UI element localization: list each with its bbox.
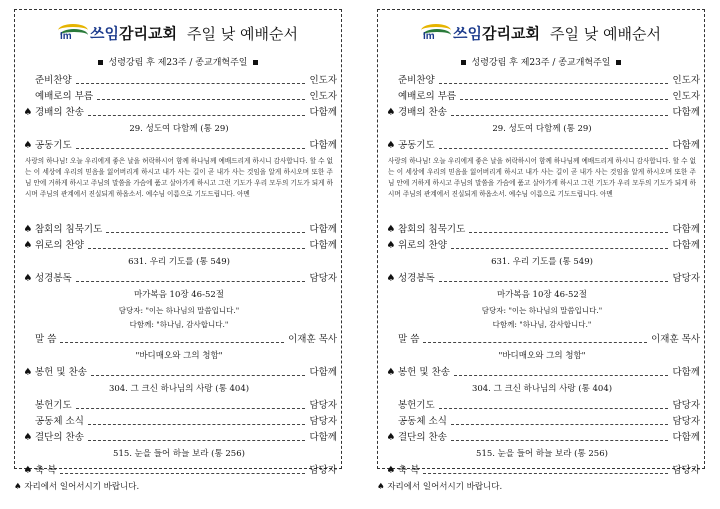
worship-item: [21, 332, 337, 348]
responsive-reading: 담당자: "이는 하나님의 말씀입니다.": [481, 306, 603, 315]
responsive-reading: 다함께: "하나님, 감사합니다.": [492, 320, 592, 329]
spade-icon: ♠: [23, 224, 33, 235]
worship-item: [384, 271, 700, 287]
worship-item: [384, 365, 700, 381]
hymn-or-scripture: 29. 성도여 다함께 (통 29): [492, 124, 592, 134]
dotted-leader: [423, 342, 647, 343]
hymn-or-scripture: 마가복음 10장 46-52절: [134, 290, 224, 300]
dotted-leader: [451, 115, 669, 116]
dotted-leader: [88, 424, 306, 425]
worship-item-leader: 인도자: [672, 91, 700, 102]
worship-item-label: 공동기도: [398, 140, 435, 151]
dotted-leader: [423, 473, 668, 474]
dotted-leader: [451, 440, 669, 441]
common-prayer-text: 사랑의 하나님! 오늘 우리에게 좋은 날을 허락하시어 함께 하나님께 예배드리게 하시니 감사합니다. 할 수 없는 이 세상에 우리의 믿음을 잃어버리게 하시고 내가 사는 길이 곧 내가 사는 것임을 알게 하시오며 또한 주님 안에 거하게 하시고 주님의 말씀을 가슴에 품고 살아가게 하시고 그런 기도가 우리 모두의 기도가 되게 하시며 주님의 관계에서 진실되게 하옵소서. 예수님 이름으로 기도드립니다. 아멘: [25, 157, 333, 198]
worship-item-leader: 담당자: [309, 273, 337, 284]
hymn-or-scripture: 마가복음 10장 46-52절: [497, 290, 587, 300]
worship-item: [21, 398, 337, 414]
spade-icon: ♠: [386, 224, 396, 235]
spade-icon: ♠: [386, 367, 396, 378]
spade-icon: ♠: [23, 367, 33, 378]
bulletin-panel-left: [14, 9, 342, 476]
dotted-leader: [439, 83, 669, 84]
worship-item-label: 위로의 찬양: [398, 240, 447, 251]
worship-item-leader: 담당자: [309, 465, 337, 476]
worship-item-leader: 다함께: [309, 240, 337, 251]
spade-icon: ♠: [23, 140, 33, 151]
worship-item-label: 봉헌기도: [398, 400, 435, 411]
dotted-leader: [76, 408, 306, 409]
worship-item-label: 준비찬양: [398, 75, 435, 86]
dotted-leader: [60, 473, 305, 474]
worship-item-leader: 담당자: [672, 416, 700, 427]
bulletin-panel-right: [377, 9, 705, 476]
spade-icon: ♠: [386, 240, 396, 251]
dotted-leader: [454, 375, 669, 376]
spade-icon: ♠: [23, 273, 33, 284]
hymn-or-scripture: 29. 성도여 다함께 (통 29): [129, 124, 229, 134]
worship-item-leader: 다함께: [309, 140, 337, 151]
worship-item-leader: 이재훈 목사: [288, 334, 337, 345]
worship-item-leader: 담당자: [672, 400, 700, 411]
worship-item-label: 성경봉독: [398, 273, 435, 284]
dotted-leader: [60, 342, 284, 343]
worship-item-label: 봉헌 및 찬송: [398, 367, 450, 378]
worship-item-leader: 다함께: [309, 224, 337, 235]
hymn-or-scripture: "바디매오와 그의 청함": [498, 351, 586, 361]
worship-item: [21, 430, 337, 446]
worship-item: [384, 105, 700, 121]
worship-item: [21, 138, 337, 154]
bulletin-subtitle: 성령강림 후 제23주 / 종교개혁주일: [378, 55, 704, 68]
spade-icon: ♠: [23, 432, 33, 443]
dotted-leader: [91, 375, 306, 376]
worship-item-label: 축 복: [35, 465, 57, 476]
church-logo-icon: Im: [421, 22, 453, 44]
worship-item-leader: 인도자: [309, 91, 337, 102]
worship-item: [21, 365, 337, 381]
worship-item: [384, 238, 700, 254]
worship-item-leader: 다함께: [672, 224, 700, 235]
dotted-leader: [76, 83, 306, 84]
worship-item-label: 공동기도: [35, 140, 72, 151]
worship-item-label: 참회의 침묵기도: [398, 224, 466, 235]
hymn-or-scripture: 304. 그 크신 하나님의 사랑 (통 404): [108, 384, 250, 394]
dotted-leader: [76, 148, 306, 149]
hymn-or-scripture: "바디매오와 그의 청함": [135, 351, 223, 361]
worship-item-leader: 다함께: [672, 240, 700, 251]
worship-item: [384, 89, 700, 105]
dotted-leader: [88, 115, 306, 116]
worship-item: [21, 73, 337, 89]
church-logo-icon: Im: [58, 22, 90, 44]
worship-item-label: 봉헌 및 찬송: [35, 367, 87, 378]
worship-item-leader: 다함께: [309, 367, 337, 378]
bulletin-title: 주일 낮 예배순서: [549, 24, 661, 43]
order-of-worship: [384, 73, 700, 479]
dotted-leader: [460, 99, 668, 100]
church-name: 쓰임감리교회: [453, 24, 540, 43]
worship-item: [21, 105, 337, 121]
worship-item-label: 봉헌기도: [35, 400, 72, 411]
worship-item: [384, 332, 700, 348]
worship-item-label: 결단의 찬송: [35, 432, 84, 443]
worship-item: [384, 222, 700, 238]
worship-item-label: 위로의 찬양: [35, 240, 84, 251]
dotted-leader: [106, 232, 305, 233]
bulletin-header: [378, 22, 704, 52]
worship-item: [21, 463, 337, 479]
worship-item-label: 결단의 찬송: [398, 432, 447, 443]
footer-note: ♠ 자리에서 일어서시기 바랍니다.: [14, 482, 140, 492]
worship-item: [384, 430, 700, 446]
bulletin-title: 주일 낮 예배순서: [186, 24, 298, 43]
worship-item: [384, 138, 700, 154]
worship-item-leader: 담당자: [672, 273, 700, 284]
worship-item-label: 성경봉독: [35, 273, 72, 284]
worship-item: [384, 463, 700, 479]
dotted-leader: [439, 148, 669, 149]
worship-item: [384, 398, 700, 414]
worship-item-leader: 담당자: [309, 400, 337, 411]
dotted-leader: [76, 281, 306, 282]
worship-item-leader: 다함께: [309, 107, 337, 118]
hymn-or-scripture: 304. 그 크신 하나님의 사랑 (통 404): [471, 384, 613, 394]
dotted-leader: [469, 232, 668, 233]
worship-item-label: 말 씀: [398, 334, 420, 345]
dotted-leader: [439, 408, 669, 409]
worship-item-label: 예배로의 부름: [35, 91, 94, 102]
worship-item-leader: 이재훈 목사: [651, 334, 700, 345]
worship-item-leader: 다함께: [672, 107, 700, 118]
hymn-or-scripture: 515. 눈을 들어 하늘 보라 (통 256): [113, 449, 245, 459]
spade-icon: ♠: [386, 465, 396, 476]
worship-item-leader: 인도자: [309, 75, 337, 86]
dotted-leader: [451, 424, 669, 425]
worship-item-leader: 담당자: [672, 465, 700, 476]
hymn-or-scripture: 631. 우리 기도를 (통 549): [128, 257, 230, 267]
worship-item-label: 준비찬양: [35, 75, 72, 86]
common-prayer-text: 사랑의 하나님! 오늘 우리에게 좋은 날을 허락하시어 함께 하나님께 예배드리게 하시니 감사합니다. 할 수 없는 이 세상에 우리의 믿음을 잃어버리게 하시고 내가 사는 길이 곧 내가 사는 것임을 알게 하시오며 또한 주님 안에 거하게 하시고 주님의 말씀을 가슴에 품고 살아가게 하시고 그런 기도가 우리 모두의 기도가 되게 하시며 주님의 관계에서 진실되게 하옵소서. 예수님 이름으로 기도드립니다. 아멘: [388, 157, 696, 198]
spade-icon: ♠: [23, 240, 33, 251]
church-name: 쓰임감리교회: [90, 24, 177, 43]
worship-item: [21, 238, 337, 254]
worship-item-leader: 다함께: [672, 140, 700, 151]
worship-item: [21, 89, 337, 105]
worship-item-leader: 다함께: [309, 432, 337, 443]
worship-item: [21, 271, 337, 287]
worship-item-label: 경배의 찬송: [398, 107, 447, 118]
spade-icon: ♠: [23, 107, 33, 118]
worship-item-leader: 담당자: [309, 416, 337, 427]
bulletin-subtitle: 성령강림 후 제23주 / 종교개혁주일: [15, 55, 341, 68]
worship-item: [384, 73, 700, 89]
worship-item-label: 축 복: [398, 465, 420, 476]
dotted-leader: [439, 281, 669, 282]
footer-note: ♠ 자리에서 일어서시기 바랍니다.: [377, 482, 503, 492]
dotted-leader: [88, 440, 306, 441]
hymn-or-scripture: 515. 눈을 들어 하늘 보라 (통 256): [476, 449, 608, 459]
spade-icon: ♠: [386, 273, 396, 284]
spade-icon: ♠: [386, 432, 396, 443]
worship-item-label: 경배의 찬송: [35, 107, 84, 118]
dotted-leader: [97, 99, 305, 100]
worship-item-leader: 다함께: [672, 367, 700, 378]
worship-item-label: 공동체 소식: [35, 416, 84, 427]
worship-item-label: 예배로의 부름: [398, 91, 457, 102]
spade-icon: ♠: [386, 107, 396, 118]
worship-item: [21, 222, 337, 238]
spade-icon: ♠: [23, 465, 33, 476]
worship-item-label: 공동체 소식: [398, 416, 447, 427]
worship-item: [21, 414, 337, 430]
bulletin-header: [15, 22, 341, 52]
dotted-leader: [88, 248, 306, 249]
hymn-or-scripture: 631. 우리 기도를 (통 549): [491, 257, 593, 267]
order-of-worship: [21, 73, 337, 479]
dotted-leader: [451, 248, 669, 249]
responsive-reading: 다함께: "하나님, 감사합니다.": [129, 320, 229, 329]
worship-item-leader: 인도자: [672, 75, 700, 86]
spade-icon: ♠: [386, 140, 396, 151]
worship-item-leader: 다함께: [672, 432, 700, 443]
worship-item-label: 말 씀: [35, 334, 57, 345]
responsive-reading: 담당자: "이는 하나님의 말씀입니다.": [118, 306, 240, 315]
worship-item: [384, 414, 700, 430]
worship-item-label: 참회의 침묵기도: [35, 224, 103, 235]
